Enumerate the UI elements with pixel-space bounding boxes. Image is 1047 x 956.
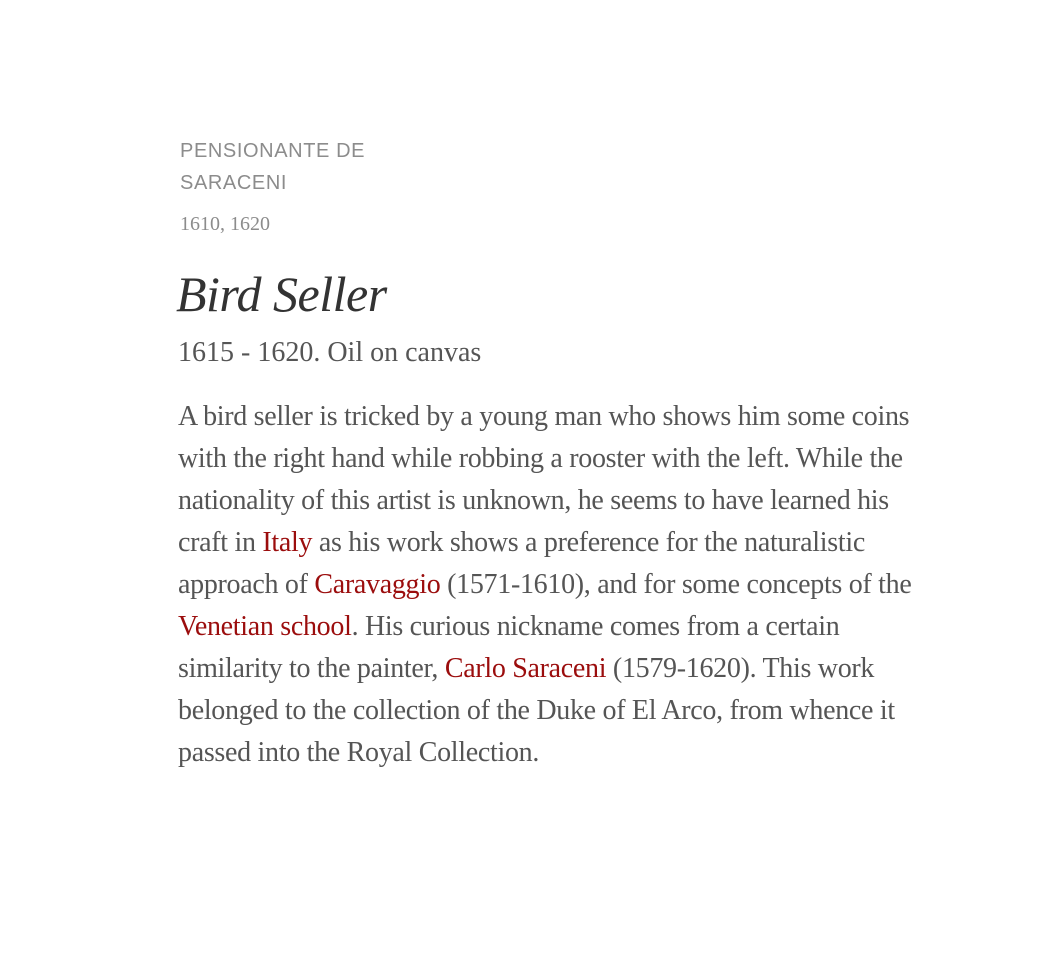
description-text: A bird seller is tricked by a young man who shows him some coins with the right hand while robbing a rooster with the left. While the nationality of this artist is unknown, he seems to have learned his craft in	[178, 401, 910, 558]
description-text: (1571-1610), and for some concepts of the	[440, 569, 912, 600]
artist-dates: 1610, 1620	[180, 213, 270, 235]
artwork-panel	[178, 135, 923, 774]
artist-name-link[interactable]: PENSIONANTE DE SARACENI	[180, 140, 366, 194]
artwork-meta: 1615 - 1620. Oil on canvas	[178, 337, 482, 368]
artwork-title: Bird Seller	[176, 266, 387, 322]
description-text: (1579-1620). This work belonged to the collection of the Duke of El Arco, from whence it passed into the Royal Collection.	[178, 653, 895, 768]
description-text: as his work shows a preference for the naturalistic approach of	[178, 527, 865, 600]
description-text: . His curious nickname comes from a certain similarity to the painter,	[178, 611, 840, 684]
link-italy[interactable]: Italy	[262, 527, 313, 558]
link-caravaggio[interactable]: Caravaggio	[314, 569, 441, 600]
link-carlo-saraceni[interactable]: Carlo Saraceni	[444, 653, 607, 684]
link-venetian-school[interactable]: Venetian school	[178, 611, 352, 642]
artwork-description	[178, 396, 923, 774]
